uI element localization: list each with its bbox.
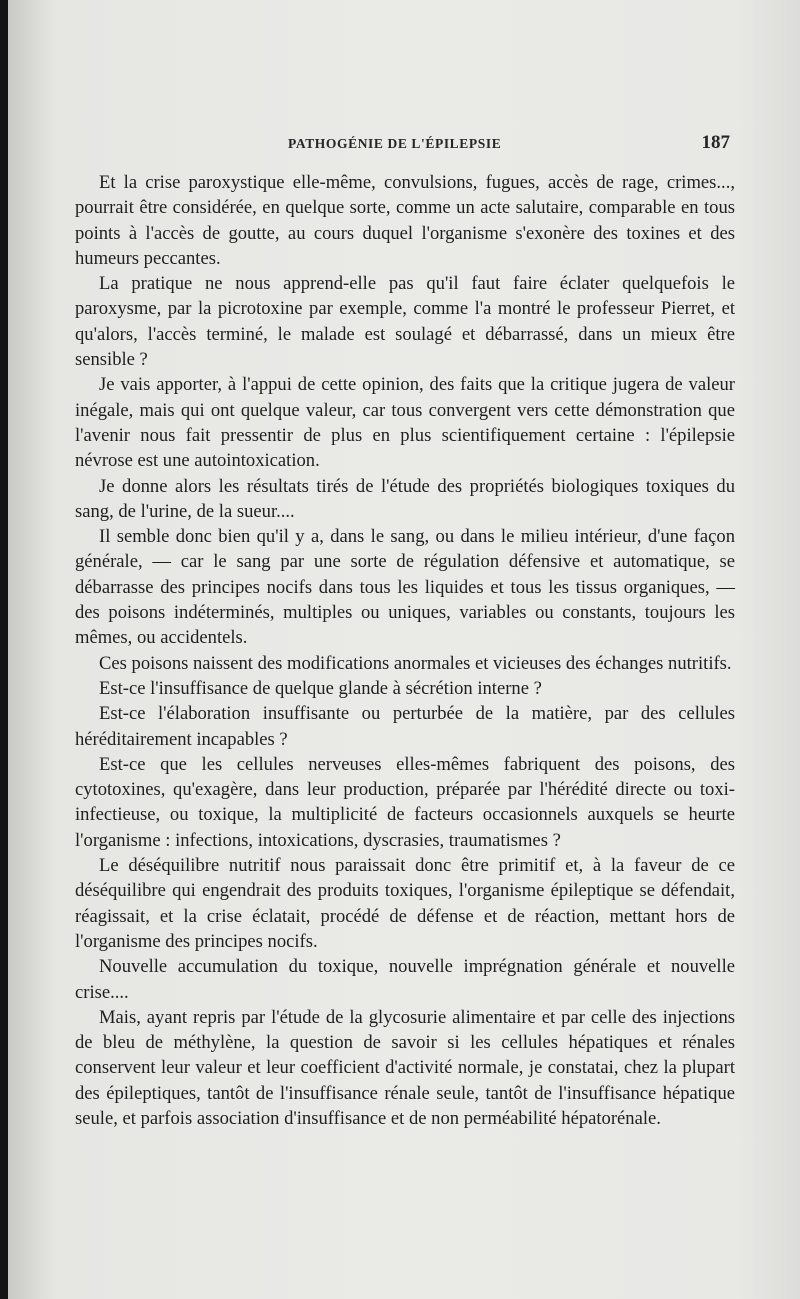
paragraph: Il semble donc bien qu'il y a, dans le sang, ou dans le milieu intérieur, d'une façon générale, — car le sang par une sorte de régulation défensive et automatique, se débarrasse des principes nocifs dans tous les liquides et tous les tissus organiques, — des poisons indéterminés, multiples ou uniques, variables ou constants, toujours les mêmes, ou accidentels. [75,526,735,649]
paragraph: La pratique ne nous apprend-elle pas qu'il faut faire éclater quelquefois le paroxysme, par la picrotoxine par exemple, comme l'a montré le professeur Pierret, et qu'alors, l'accès terminé, le malade est soulagé et débarrassé, dans un mieux être sensible ? [75,273,735,371]
book-page [8,0,800,1299]
running-title: PATHOGÉNIE DE L'ÉPILEPSIE [288,136,502,151]
paragraph: Mais, ayant repris par l'étude de la glycosurie alimentaire et par celle des injections de bleu de méthylène, la question de savoir si les cellules hépatiques et rénales conservent leur valeur et leur coefficient d'activité normale, je constatai, chez la plupart des épileptiques, tantôt de l'insuffisance rénale seule, tantôt de l'insuffisance hépatique seule, et parfois association d'insuffisance et de non perméabilité hépatorénale. [75,1006,735,1129]
paragraph: Je donne alors les résultats tirés de l'étude des propriétés biologiques toxiques du sang, de l'urine, de la sueur.... [75,475,735,522]
page-header [8,130,800,160]
body-text [75,170,735,1131]
paragraph: Je vais apporter, à l'appui de cette opinion, des faits que la critique jugera de valeur inégale, mais qui ont quelque valeur, car tous convergent vers cette démonstration que l'avenir nous fait pressentir de plus en plus scientifiquement certaine : l'épilepsie névrose est une autointoxication. [75,374,735,472]
paragraph: Est-ce que les cellules nerveuses elles-mêmes fabriquent des poisons, des cytotoxines, qu'exagère, dans leur production, préparée par l'hérédité directe ou toxi-infectieuse, ou toxique, la multiplicité de facteurs occasionnels auxquels se heurte l'organisme : infections, intoxications, dyscrasies, traumatismes ? [75,753,735,851]
paragraph: Le déséquilibre nutritif nous paraissait donc être primitif et, à la faveur de ce déséquilibre qui engendrait des produits toxiques, l'organisme épileptique se défendait, réagissait, et la crise éclatait, procédé de défense et de réaction, mettant hors de l'organisme des principes nocifs. [75,855,735,952]
paragraph: Et la crise paroxystique elle-même, convulsions, fugues, accès de rage, crimes..., pourrait être considérée, en quelque sorte, comme un acte salutaire, comparable en tous points à l'accès de goutte, au cours duquel l'organisme s'exonère des toxines et des humeurs peccantes. [75,172,735,269]
page-number: 187 [701,132,730,153]
paragraph: Est-ce l'insuffisance de quelque glande à sécrétion interne ? [99,677,542,699]
paragraph: Ces poisons naissent des modifications anormales et vicieuses des échanges nutritifs. [99,652,732,674]
paragraph: Nouvelle accumulation du toxique, nouvelle imprégnation générale et nouvelle crise.... [75,956,735,1003]
paragraph: Est-ce l'élaboration insuffisante ou perturbée de la matière, par des cellules héréditairement incapables ? [75,703,735,750]
